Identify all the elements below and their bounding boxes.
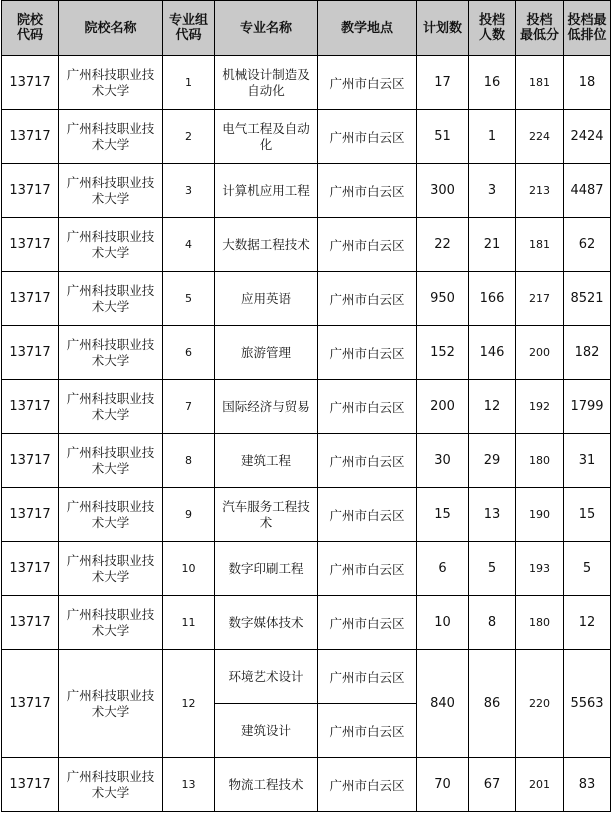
major-name-cell: 数字媒体技术 [215, 596, 318, 650]
group-code-cell: 3 [163, 164, 215, 218]
header-location: 教学地点 [318, 1, 417, 56]
header-min-rank: 投档最 低排位 [564, 1, 611, 56]
school-name-cell: 广州科技职业技术大学 [59, 218, 163, 272]
min-score-cell: 201 [516, 758, 564, 812]
school-code-cell: 13717 [2, 488, 59, 542]
school-name-cell: 广州科技职业技术大学 [59, 326, 163, 380]
major-name-cell: 数字印刷工程 [215, 542, 318, 596]
major-name-cell: 电气工程及自动化 [215, 110, 318, 164]
school-code-cell: 13717 [2, 56, 59, 110]
school-code-cell: 13717 [2, 596, 59, 650]
school-name-cell: 广州科技职业技术大学 [59, 272, 163, 326]
min-score-cell: 224 [516, 110, 564, 164]
location-cell: 广州市白云区 [318, 542, 417, 596]
school-code-cell: 13717 [2, 110, 59, 164]
location-cell: 广州市白云区 [318, 110, 417, 164]
header-row [2, 1, 611, 56]
min-rank-cell: 15 [564, 488, 611, 542]
major-name-cell: 物流工程技术 [215, 758, 318, 812]
school-name-cell: 广州科技职业技术大学 [59, 380, 163, 434]
plan-cell: 30 [417, 434, 469, 488]
school-name-cell: 广州科技职业技术大学 [59, 434, 163, 488]
admitted-cell: 13 [469, 488, 516, 542]
min-score-cell: 192 [516, 380, 564, 434]
major-name-cell: 环境艺术设计 [215, 650, 318, 704]
location-cell: 广州市白云区 [318, 434, 417, 488]
min-rank-cell: 1799 [564, 380, 611, 434]
min-score-cell: 181 [516, 218, 564, 272]
group-code-cell: 11 [163, 596, 215, 650]
group-code-cell: 13 [163, 758, 215, 812]
major-name-cell: 机械设计制造及自动化 [215, 56, 318, 110]
group-code-cell: 8 [163, 434, 215, 488]
school-name-cell: 广州科技职业技术大学 [59, 596, 163, 650]
admitted-cell: 8 [469, 596, 516, 650]
min-rank-cell: 12 [564, 596, 611, 650]
group-code-cell: 9 [163, 488, 215, 542]
min-rank-cell: 62 [564, 218, 611, 272]
location-cell: 广州市白云区 [318, 56, 417, 110]
admitted-cell: 21 [469, 218, 516, 272]
location-cell: 广州市白云区 [318, 758, 417, 812]
min-rank-cell: 5 [564, 542, 611, 596]
school-code-cell: 13717 [2, 758, 59, 812]
table-row [2, 542, 611, 596]
table-row [2, 596, 611, 650]
school-code-cell: 13717 [2, 380, 59, 434]
major-name-cell: 大数据工程技术 [215, 218, 318, 272]
school-code-cell: 13717 [2, 650, 59, 758]
min-score-cell: 193 [516, 542, 564, 596]
group-code-cell: 10 [163, 542, 215, 596]
admitted-cell: 146 [469, 326, 516, 380]
min-score-cell: 180 [516, 596, 564, 650]
admitted-cell: 29 [469, 434, 516, 488]
plan-cell: 51 [417, 110, 469, 164]
header-plan: 计划数 [417, 1, 469, 56]
school-name-cell: 广州科技职业技术大学 [59, 758, 163, 812]
location-cell: 广州市白云区 [318, 272, 417, 326]
table-row [2, 56, 611, 110]
header-major-name: 专业名称 [215, 1, 318, 56]
min-rank-cell: 18 [564, 56, 611, 110]
plan-cell: 15 [417, 488, 469, 542]
major-name-cell: 建筑工程 [215, 434, 318, 488]
group-code-cell: 12 [163, 650, 215, 758]
school-code-cell: 13717 [2, 272, 59, 326]
location-cell: 广州市白云区 [318, 218, 417, 272]
header-group-code: 专业组 代码 [163, 1, 215, 56]
group-code-cell: 2 [163, 110, 215, 164]
table-row [2, 272, 611, 326]
min-rank-cell: 4487 [564, 164, 611, 218]
min-score-cell: 220 [516, 650, 564, 758]
plan-cell: 6 [417, 542, 469, 596]
school-name-cell: 广州科技职业技术大学 [59, 56, 163, 110]
table-row [2, 326, 611, 380]
school-code-cell: 13717 [2, 218, 59, 272]
admission-table [1, 0, 611, 812]
major-name-cell: 建筑设计 [215, 704, 318, 758]
min-score-cell: 213 [516, 164, 564, 218]
plan-cell: 300 [417, 164, 469, 218]
school-code-cell: 13717 [2, 326, 59, 380]
min-score-cell: 180 [516, 434, 564, 488]
min-score-cell: 217 [516, 272, 564, 326]
plan-cell: 152 [417, 326, 469, 380]
min-rank-cell: 8521 [564, 272, 611, 326]
admitted-cell: 3 [469, 164, 516, 218]
location-cell: 广州市白云区 [318, 326, 417, 380]
plan-cell: 840 [417, 650, 469, 758]
location-cell: 广州市白云区 [318, 488, 417, 542]
plan-cell: 950 [417, 272, 469, 326]
table-row [2, 164, 611, 218]
table-row [2, 218, 611, 272]
min-score-cell: 181 [516, 56, 564, 110]
group-code-cell: 4 [163, 218, 215, 272]
plan-cell: 10 [417, 596, 469, 650]
school-name-cell: 广州科技职业技术大学 [59, 164, 163, 218]
table-row [2, 380, 611, 434]
table-row [2, 650, 611, 704]
table-row [2, 758, 611, 812]
plan-cell: 200 [417, 380, 469, 434]
admitted-cell: 1 [469, 110, 516, 164]
admitted-cell: 67 [469, 758, 516, 812]
min-rank-cell: 5563 [564, 650, 611, 758]
min-score-cell: 200 [516, 326, 564, 380]
major-name-cell: 应用英语 [215, 272, 318, 326]
min-rank-cell: 83 [564, 758, 611, 812]
location-cell: 广州市白云区 [318, 650, 417, 704]
table-row [2, 488, 611, 542]
group-code-cell: 1 [163, 56, 215, 110]
school-name-cell: 广州科技职业技术大学 [59, 542, 163, 596]
admitted-cell: 12 [469, 380, 516, 434]
major-name-cell: 计算机应用工程 [215, 164, 318, 218]
min-rank-cell: 2424 [564, 110, 611, 164]
header-min-score: 投档 最低分 [516, 1, 564, 56]
min-score-cell: 190 [516, 488, 564, 542]
school-name-cell: 广州科技职业技术大学 [59, 110, 163, 164]
plan-cell: 22 [417, 218, 469, 272]
admitted-cell: 86 [469, 650, 516, 758]
header-school-name: 院校名称 [59, 1, 163, 56]
school-name-cell: 广州科技职业技术大学 [59, 488, 163, 542]
header-school-code: 院校 代码 [2, 1, 59, 56]
school-code-cell: 13717 [2, 434, 59, 488]
school-code-cell: 13717 [2, 542, 59, 596]
major-name-cell: 国际经济与贸易 [215, 380, 318, 434]
plan-cell: 70 [417, 758, 469, 812]
location-cell: 广州市白云区 [318, 704, 417, 758]
location-cell: 广州市白云区 [318, 164, 417, 218]
major-name-cell: 汽车服务工程技术 [215, 488, 318, 542]
admitted-cell: 16 [469, 56, 516, 110]
group-code-cell: 6 [163, 326, 215, 380]
admitted-cell: 5 [469, 542, 516, 596]
major-name-cell: 旅游管理 [215, 326, 318, 380]
school-name-cell: 广州科技职业技术大学 [59, 650, 163, 758]
location-cell: 广州市白云区 [318, 380, 417, 434]
table-row [2, 434, 611, 488]
table-row [2, 110, 611, 164]
group-code-cell: 7 [163, 380, 215, 434]
min-rank-cell: 31 [564, 434, 611, 488]
admitted-cell: 166 [469, 272, 516, 326]
location-cell: 广州市白云区 [318, 596, 417, 650]
plan-cell: 17 [417, 56, 469, 110]
header-admitted: 投档 人数 [469, 1, 516, 56]
school-code-cell: 13717 [2, 164, 59, 218]
group-code-cell: 5 [163, 272, 215, 326]
min-rank-cell: 182 [564, 326, 611, 380]
